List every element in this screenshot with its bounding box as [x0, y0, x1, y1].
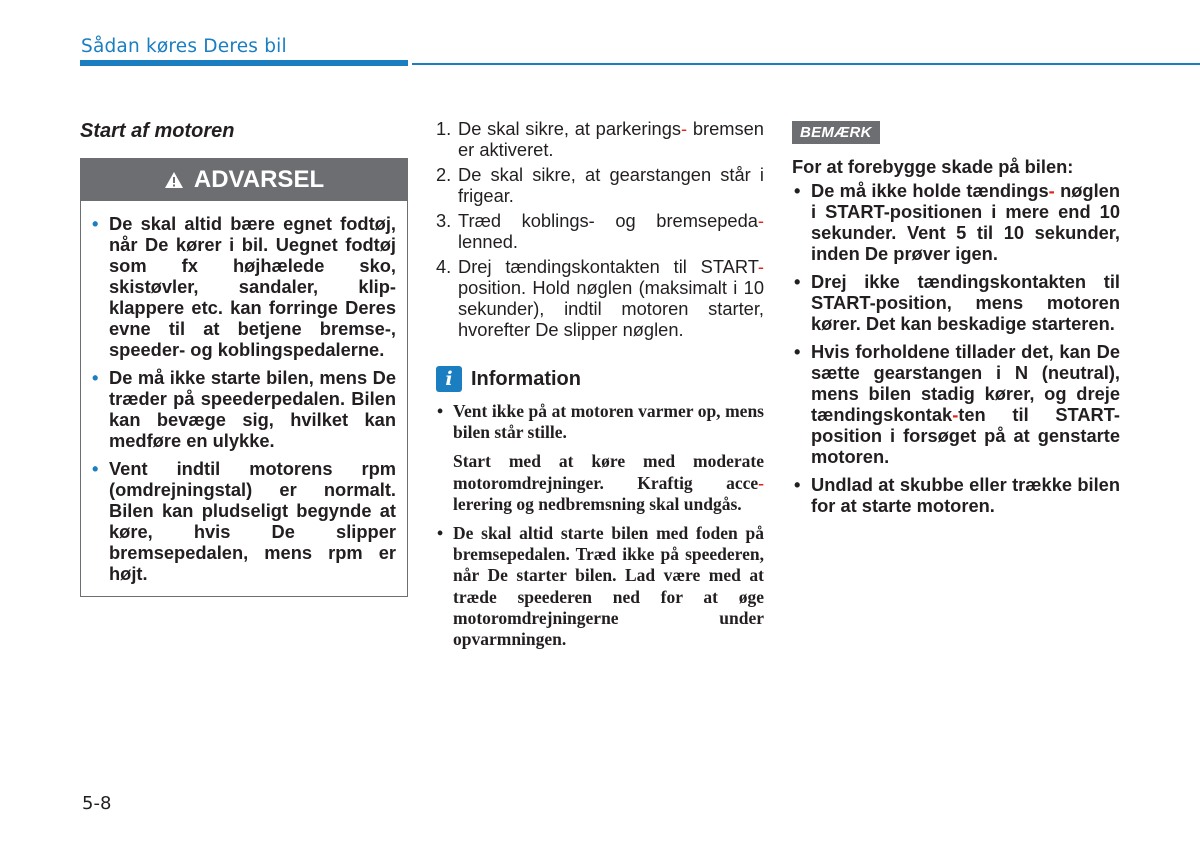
hyphen-mark: -: [681, 118, 688, 139]
column-left: [80, 118, 408, 597]
warning-title: ADVARSEL: [193, 166, 325, 193]
step-number: 1.: [436, 118, 452, 139]
warning-header: [81, 159, 407, 201]
step-item: [436, 164, 764, 206]
information-item-text: Vent ikke på at motoren varmer op, mens bilen står stille.: [453, 401, 764, 443]
information-item: [436, 401, 764, 515]
hyphen-mark: -: [758, 472, 764, 493]
step-text: De skal sikre, at gearstangen står i frigear.: [458, 164, 764, 206]
step-number: 3.: [436, 210, 452, 231]
information-list: [436, 401, 764, 650]
warning-item: • Vent indtil motorens rpm (omdrejningstal) er normalt. Bilen kan pludseligt begynde at køre, hvis De slipper bremsepedalen, mens rpm er højt.: [90, 458, 396, 584]
information-item: • De skal altid starte bilen med foden på bremsepedalen. Træd ikke på speederen, når De starter bilen. Lad være med at træde speederen ned for at øge motoromdrejningerne under opvarmningen.: [436, 523, 764, 650]
column-right: [792, 118, 1120, 516]
step-text-end: position. Hold nøglen (maksimalt i 10 sekunder), indtil motoren starter, hvorefter De slipper nøglen.: [458, 277, 764, 340]
step-number: 2.: [436, 164, 452, 185]
warning-box: [80, 158, 408, 597]
information-header: [436, 366, 764, 392]
hyphen-mark: -: [757, 256, 764, 277]
note-item: • Undlad at skubbe eller trække bilen for at starte motoren.: [792, 474, 1120, 516]
step-item: 1. De skal sikre, at parkerings- bremsen er aktiveret.: [436, 118, 764, 160]
page-number: 5-8: [82, 793, 112, 814]
warning-triangle-icon: [164, 171, 184, 189]
step-number: 4.: [436, 256, 452, 277]
note-lead: For at forebygge skade på bilen:: [792, 156, 1074, 177]
note-list: [792, 180, 1120, 516]
hyphen-mark: -: [952, 404, 959, 425]
information-title: Information: [471, 367, 581, 390]
header-rule-thick: [80, 60, 408, 66]
hyphen-mark: -: [757, 210, 764, 231]
start-steps-list: [436, 118, 764, 340]
page-header-title: Sådan køres Deres bil: [81, 36, 287, 57]
section-title: Start af motoren: [80, 120, 235, 142]
info-icon: i: [436, 366, 462, 392]
hyphen-mark: -: [1048, 180, 1055, 201]
step-item: 3. Træd koblings- og bremsepeda- lenned.: [436, 210, 764, 252]
note-item: • Hvis forholdene tillader det, kan De sætte gearstangen i N (neutral), mens bilen stadig kører, og dreje tændingskontak-ten til START-position i forsøget på at genstarte motoren.: [792, 341, 1120, 467]
header-rule-thin: [412, 63, 1200, 65]
note-label: BEMÆRK: [792, 121, 880, 144]
step-item: 4. Drej tændingskontakten til START- position. Hold nøglen (maksimalt i 10 sekunder), indtil motoren starter, hvorefter De slipper nøglen.: [436, 256, 764, 340]
warning-list: [90, 213, 396, 584]
note-item: • Drej ikke tændingskontakten til START-position, mens motoren kører. Det kan beskadige starteren.: [792, 271, 1120, 334]
warning-body: [81, 201, 407, 596]
step-text-end: lenned.: [458, 231, 518, 252]
step-text-end: bremsen er aktiveret.: [458, 118, 764, 160]
warning-item: • De må ikke starte bilen, mens De træder på speederpedalen. Bilen kan bevæge sig, hvilket kan medføre en ulykke.: [90, 367, 396, 451]
warning-item: • De skal altid bære egnet fodtøj, når De kører i bil. Uegnet fodtøj som fx højhælede sko, skistøvler, sandaler, klip-klappere etc. kan forringe Deres evne til at betjene bremse-, speeder- og koblingspedalerne.: [90, 213, 396, 360]
information-paragraph: Start med at køre med moderate motoromdrejninger. Kraftig acce-lerering og nedbremsning skal undgås.: [453, 451, 764, 514]
note-item: • De må ikke holde tændings- nøglen i START-positionen i mere end 10 sekunder. Vent 5 til 10 sekunder, inden De prøver igen.: [792, 180, 1120, 264]
column-middle: [436, 118, 764, 658]
